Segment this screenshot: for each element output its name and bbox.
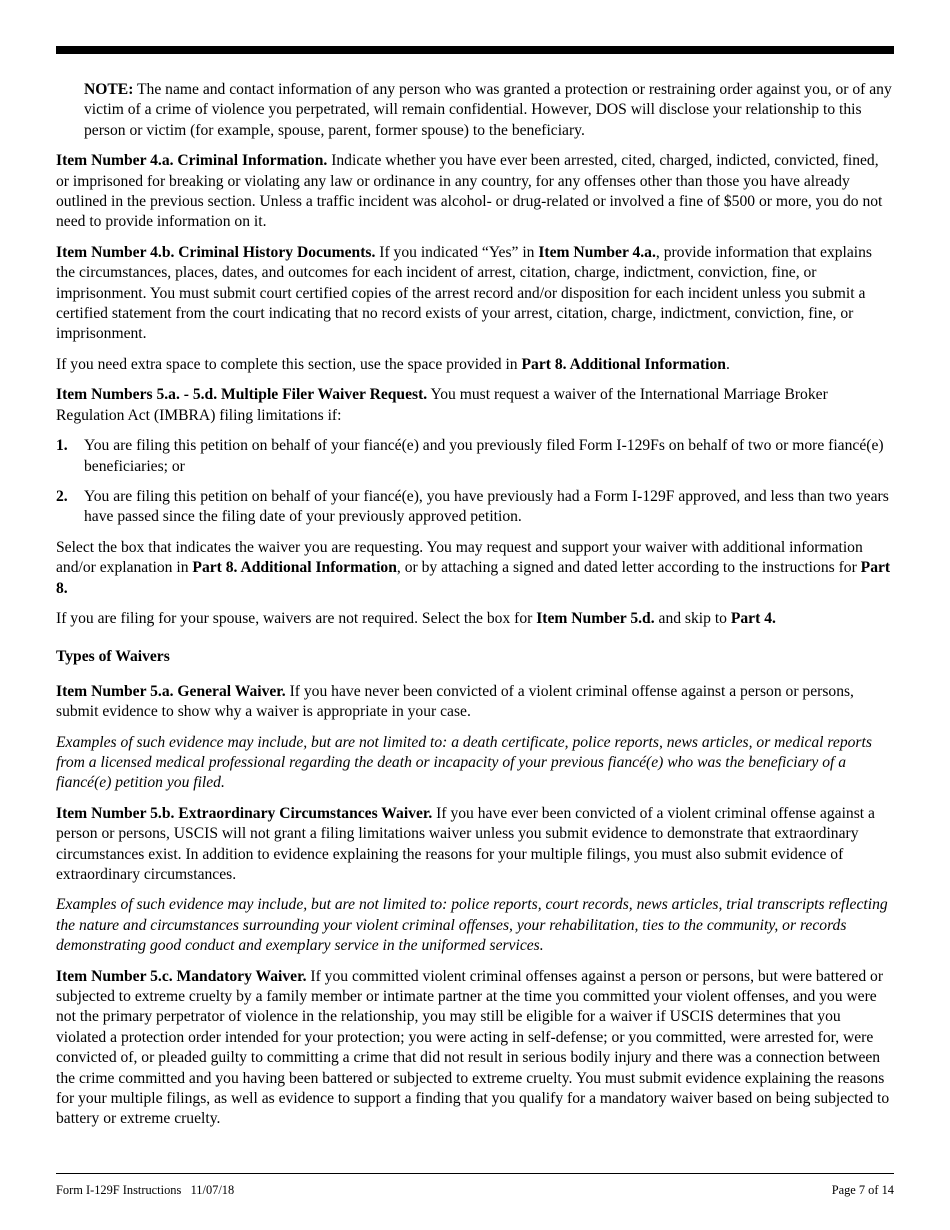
- item-4a-title: Item Number 4.a. Criminal Information.: [56, 152, 328, 170]
- select-box-text-1: Select the box that indicates the waiver you are requesting. You may request and support your waiver with additional information and/or explanation in: [56, 538, 863, 577]
- list-item-number: 2.: [56, 487, 68, 505]
- item-5b-examples-text: Examples of such evidence may include, but are not limited to: police reports, court records, news articles, trial transcripts reflecting the nature and circumstances surrounding your violent criminal offenses, your rehabilitation, ties to the community, or records demonstrating good conduct and exemplary service in the uniformed services.: [56, 896, 888, 955]
- item-5b-paragraph: [56, 804, 894, 886]
- item-5c-paragraph: [56, 967, 894, 1130]
- item-5c-title: Item Number 5.c. Mandatory Waiver.: [56, 967, 307, 985]
- list-item-number: 1.: [56, 437, 68, 455]
- item-5c-text: If you committed violent criminal offenses against a person or persons, but were battered or subjected to extreme cruelty by a family member or intimate partner at the time you committed your violent offenses, and you were not the primary perpetrator of violence in the relationship, you may still be eligible for a waiver if USCIS determines that you violated a protection order intended for your protection; you were acting in self-defense; or you committed, were arrested for, were convicted of, or pleaded guilty to committing a crime that did not result in serious bodily injury and there was a connection between the crime committed and you having been battered or subjected to extreme cruelty. You must submit evidence explaining the reasons for your multiple filings, as well as evidence to support a finding that you qualify for a mandatory waiver based on being subjected to battery or extreme cruelty.: [56, 967, 890, 1128]
- item-4b-text-1: If you indicated “Yes” in: [375, 243, 539, 261]
- spouse-paragraph: [56, 609, 894, 629]
- spouse-ref-2: Part 4.: [730, 609, 776, 627]
- item-4a-text: Indicate whether you have ever been arrested, cited, charged, indicted, convicted, fined, or imprisoned for breaking or violating any law or ordinance in any country, for any offenses other than those you have already outlined in the previous section. Unless a traffic incident was alcohol- or drug-related or involved a fine of $500 or more, you do not need to provide information on it.: [56, 152, 883, 231]
- page-body: [56, 80, 894, 1140]
- spouse-ref-1: Item Number 5.d.: [536, 609, 655, 627]
- extra-space-text: If you need extra space to complete this section, use the space provided in: [56, 355, 522, 373]
- spouse-text-1: If you are filing for your spouse, waivers are not required. Select the box for: [56, 609, 537, 627]
- item-4b-text-2: , provide information that explains the circumstances, places, dates, and outcomes for each incident of arrest, citation, charge, indictment, conviction, fine, or imprisonment. You must submit court certified copies of the arrest record and/or disposition for each incident unless you submit a certified statement from the court indicating that no record exists of your arrest, citation, charge, indictment, conviction, fine, or imprisonment.: [56, 243, 872, 343]
- footer-rule: [56, 1173, 894, 1174]
- footer-form-id: Form I-129F Instructions 11/07/18: [56, 1183, 235, 1197]
- extra-space-ref: Part 8. Additional Information: [521, 355, 726, 373]
- item-5b-title: Item Number 5.b. Extraordinary Circumstances Waiver.: [56, 804, 433, 822]
- item-5a-title: Item Number 5.a. General Waiver.: [56, 682, 286, 700]
- item-4a-paragraph: [56, 151, 894, 233]
- item-5a-examples-text: Examples of such evidence may include, but are not limited to: a death certificate, police reports, news articles, or medical reports from a licensed medical professional regarding the death or incapacity of your previous fiancé(e) who was the beneficiary of a fiancé(e) petition you filed.: [56, 733, 872, 792]
- item-4b-paragraph: [56, 243, 894, 345]
- select-box-paragraph: [56, 538, 894, 599]
- note-paragraph: [84, 80, 894, 141]
- top-rule: [56, 46, 894, 54]
- item-5a-paragraph: [56, 682, 894, 723]
- select-box-ref-1: Part 8. Additional Information: [192, 559, 397, 577]
- extra-space-paragraph: [56, 355, 894, 375]
- note-text: The name and contact information of any person who was granted a protection or restraining order against you, or of any victim of a crime of violence you perpetrated, will remain confidential. However, DOS will disclose your relationship to this person or victim (for example, spouse, parent, former spouse) to the beneficiary.: [84, 81, 892, 139]
- item-5-title: Item Numbers 5.a. - 5.d. Multiple Filer Waiver Request.: [56, 386, 428, 404]
- list-item: [56, 487, 894, 528]
- list-item: [56, 436, 894, 477]
- item-5-text: You must request a waiver of the International Marriage Broker Regulation Act (IMBRA) filing limitations if:: [56, 386, 828, 424]
- item-5b-examples: [56, 895, 894, 956]
- list-item-text: You are filing this petition on behalf of your fiancé(e), you have previously had a Form I-129F approved, and less than two years have passed since the filing date of your previously approved petition.: [84, 487, 889, 526]
- note-label: NOTE:: [84, 81, 134, 98]
- item-5-paragraph: [56, 385, 894, 426]
- types-of-waivers-heading: Types of Waivers: [56, 648, 170, 666]
- item-5a-text: If you have never been convicted of a violent criminal offense against a person or persons, submit evidence to show why a waiver is appropriate in your case.: [56, 682, 854, 721]
- spouse-text-2: and skip to: [654, 609, 731, 627]
- footer-page-number: Page 7 of 14: [831, 1183, 894, 1197]
- item-4b-ref: Item Number 4.a.: [538, 243, 656, 261]
- item-5a-examples: [56, 733, 894, 794]
- select-box-ref-2: Part 8.: [56, 559, 891, 597]
- list-item-text: You are filing this petition on behalf of your fiancé(e) and you previously filed Form I-129Fs on behalf of two or more fiancé(e) beneficiaries; or: [84, 437, 884, 475]
- item-4b-title: Item Number 4.b. Criminal History Documents.: [56, 243, 376, 261]
- extra-space-end: .: [725, 355, 730, 373]
- item-5b-text: If you have ever been convicted of a violent criminal offense against a person or persons, USCIS will not grant a filing limitations waiver unless you submit evidence to demonstrate that extraordinary circumstances exist. In addition to evidence explaining the reasons for your multiple filings, you must also submit evidence of extraordinary circumstances.: [56, 804, 875, 883]
- select-box-text-2: , or by attaching a signed and dated letter according to the instructions for: [396, 559, 861, 577]
